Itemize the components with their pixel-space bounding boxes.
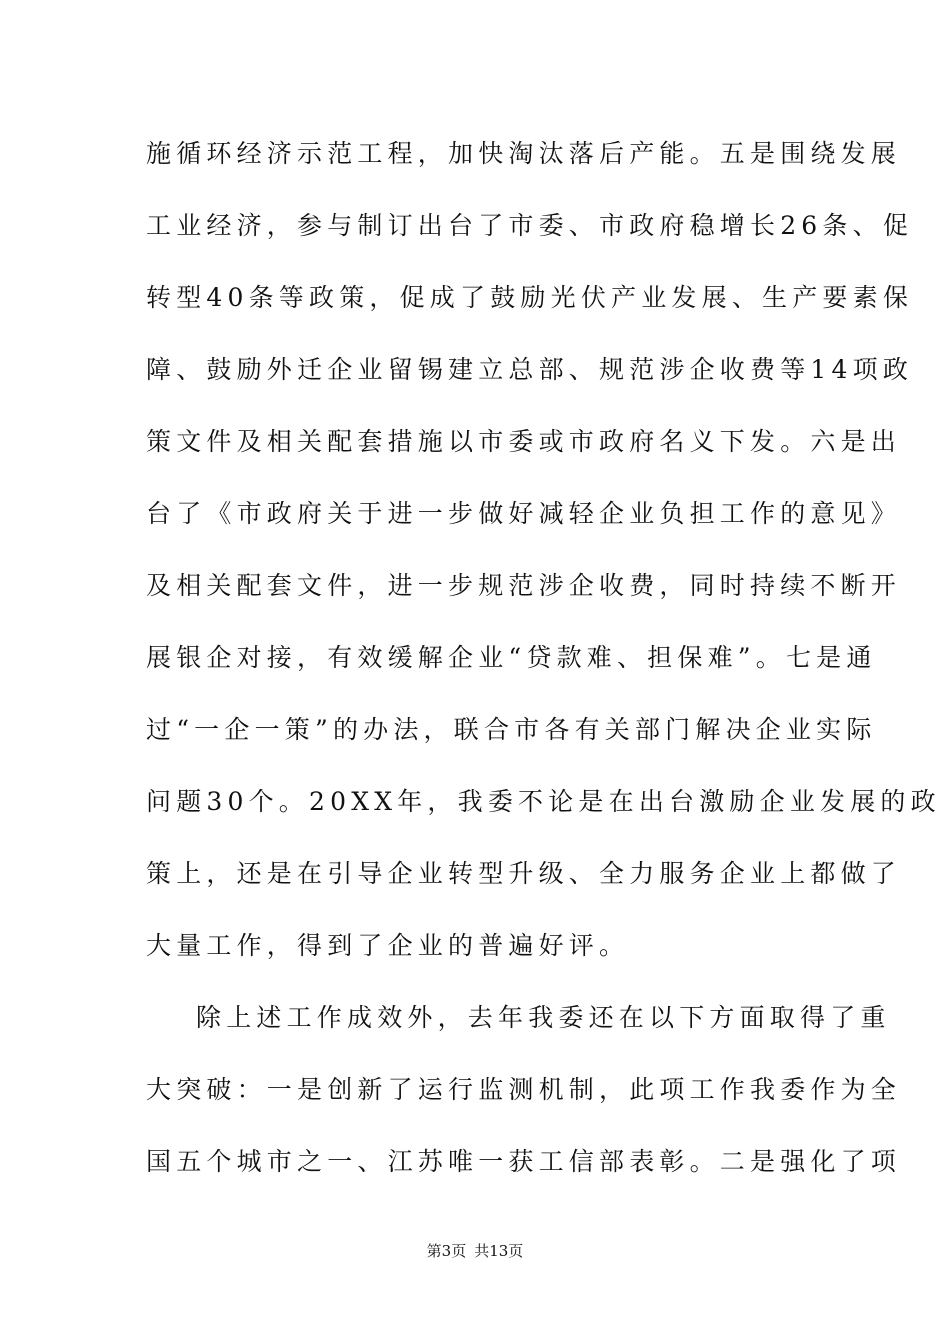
total-pages: 共13页 bbox=[474, 1242, 524, 1260]
body-text-line: 策文件及相关配套措施以市委或市政府名义下发。六是出 bbox=[146, 427, 902, 456]
page-number: 第3页 bbox=[426, 1242, 467, 1260]
page-footer bbox=[0, 1241, 950, 1261]
paragraph-first-line: 除上述工作成效外，去年我委还在以下方面取得了重 bbox=[196, 1003, 891, 1032]
body-text-line: 台了《市政府关于进一步做好减轻企业负担工作的意见》 bbox=[146, 499, 902, 528]
body-text-line: 及相关配套文件，进一步规范涉企收费，同时持续不断开 bbox=[146, 571, 902, 600]
body-text-line: 障、鼓励外迁企业留锡建立总部、规范涉企收费等14项政 bbox=[146, 355, 914, 384]
body-text-line: 展银企对接，有效缓解企业“贷款难、担保难”。七是通 bbox=[146, 643, 877, 672]
body-text-line: 工业经济，参与制订出台了市委、市政府稳增长26条、促 bbox=[146, 211, 914, 240]
body-text-line: 大突破：一是创新了运行监测机制，此项工作我委作为全 bbox=[146, 1075, 902, 1104]
body-text-line: 策上，还是在引导企业转型升级、全力服务企业上都做了 bbox=[146, 859, 902, 888]
body-text-line: 问题30个。20XX年，我委不论是在出台激励企业发展的政 bbox=[146, 787, 941, 816]
body-text-line: 大量工作，得到了企业的普遍好评。 bbox=[146, 931, 630, 960]
body-text-line: 转型40条等政策，促成了鼓励光伏产业发展、生产要素保 bbox=[146, 283, 914, 312]
body-text-line: 过“一企一策”的办法，联合市各有关部门解决企业实际 bbox=[146, 715, 877, 744]
body-text-line: 国五个城市之一、江苏唯一获工信部表彰。二是强化了项 bbox=[146, 1147, 902, 1176]
body-text-line: 施循环经济示范工程，加快淘汰落后产能。五是围绕发展 bbox=[146, 139, 902, 168]
